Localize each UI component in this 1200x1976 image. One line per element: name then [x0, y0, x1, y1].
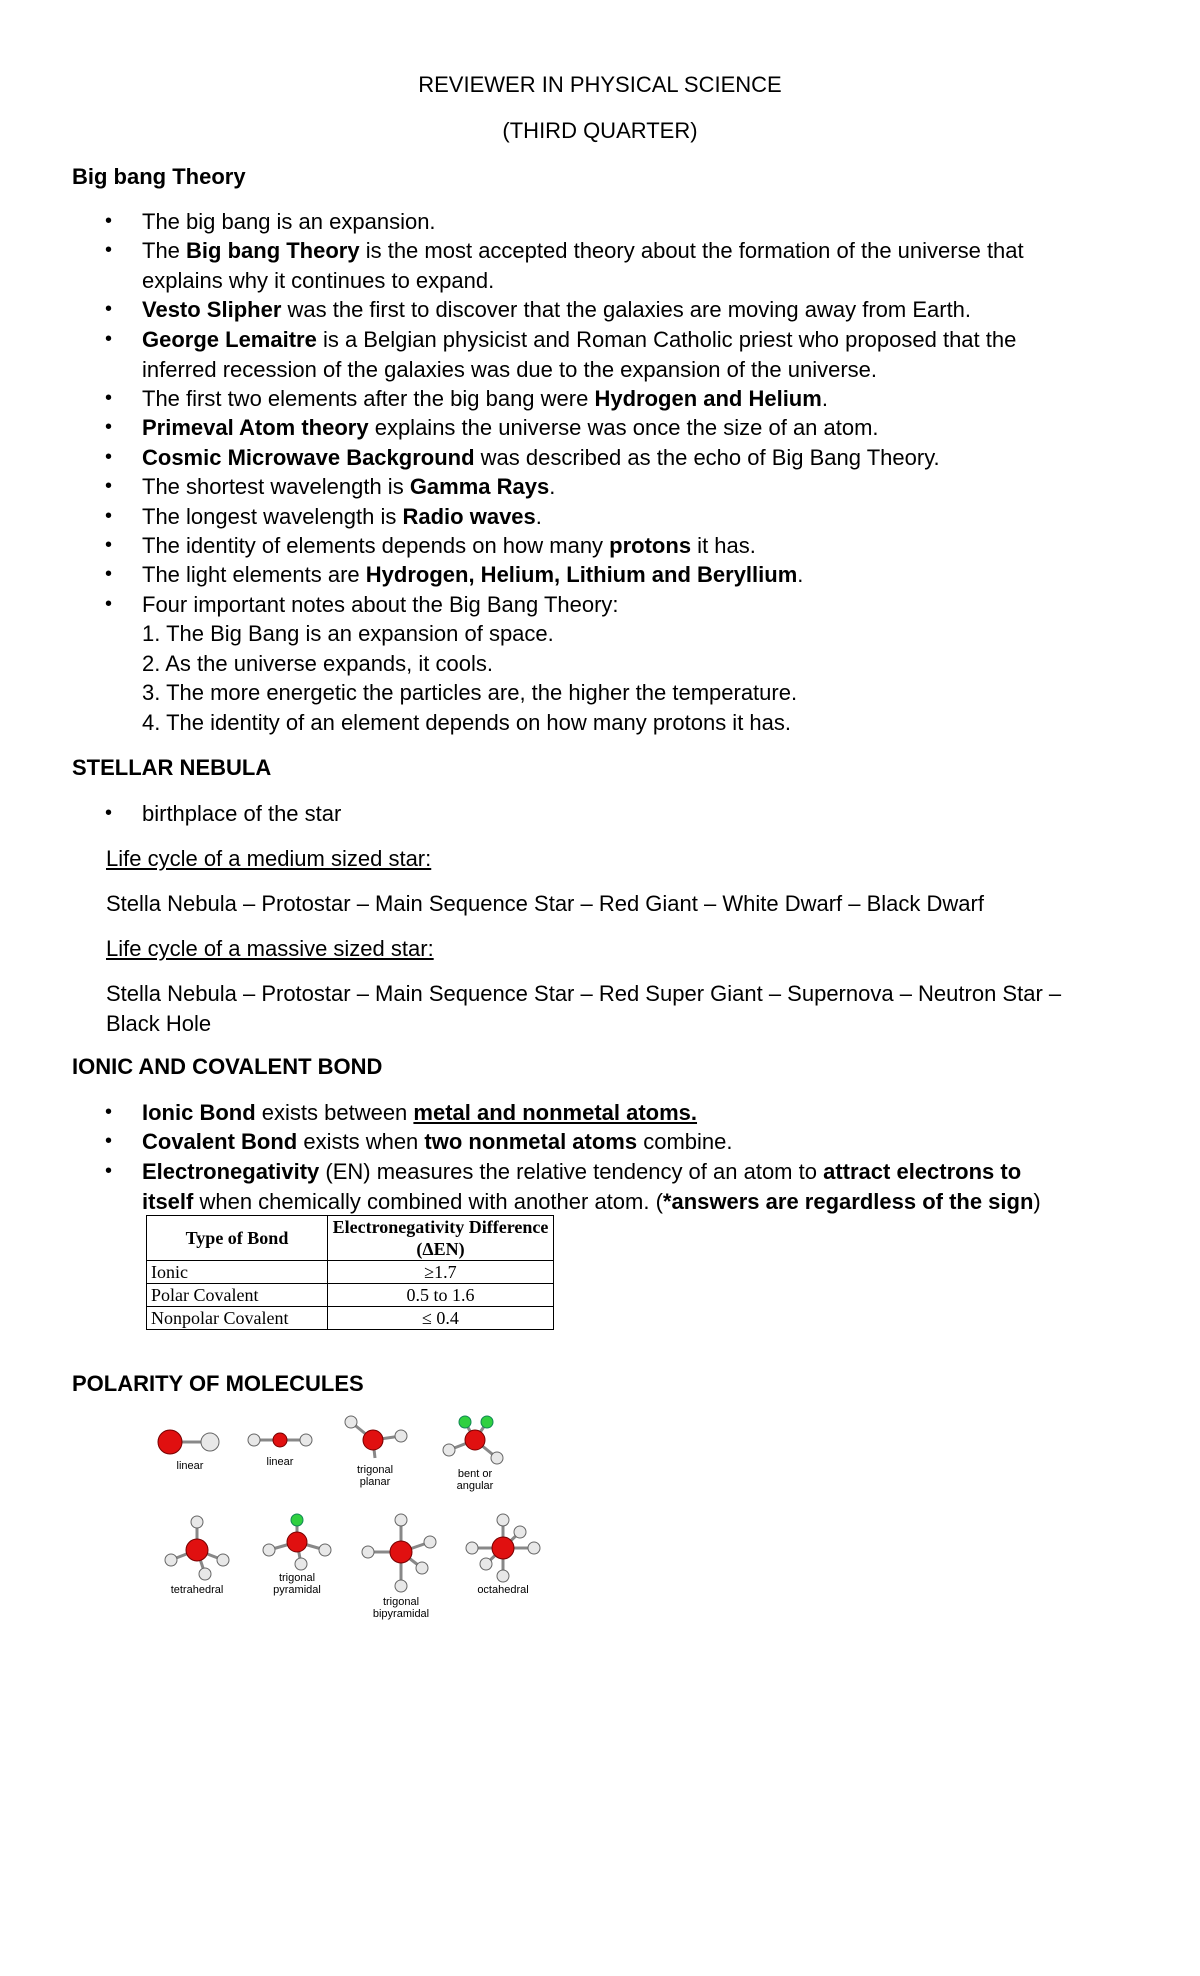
shape-label: angular — [456, 1480, 494, 1492]
molecule-diagram — [255, 1512, 339, 1572]
shape-label: bipyramidal — [372, 1608, 430, 1620]
bullet-text: was described as the echo of Big Bang Theory. — [474, 445, 940, 470]
table-row — [147, 1284, 554, 1307]
massive-star-cycle — [106, 979, 1146, 1038]
shape-label: tetrahedral — [170, 1584, 224, 1596]
table-header — [328, 1216, 554, 1261]
molecule-diagram — [335, 1410, 415, 1464]
molecule-linear-2 — [240, 1420, 320, 1468]
bullet-text: The — [142, 238, 187, 263]
molecule-trigonal-bipyramidal — [356, 1512, 446, 1620]
medium-star-label: Life cycle of a medium sized star: — [106, 846, 432, 871]
heading-polarity: POLARITY OF MOLECULES — [72, 1371, 364, 1396]
bold-term: *answers are regardless of the sign — [662, 1188, 1034, 1214]
bullet-item — [142, 207, 1122, 237]
molecule-trigonal-planar — [335, 1410, 415, 1488]
table-cell: Polar Covalent — [147, 1284, 328, 1307]
molecule-diagram — [460, 1512, 546, 1584]
bullet-text: The first two elements after the big bang were — [142, 386, 595, 411]
table-row — [147, 1307, 554, 1330]
numbered-note: 4. The identity of an element depends on how many protons it has. — [142, 710, 791, 735]
bullet-item — [142, 325, 1122, 384]
bold-term: Covalent Bond — [142, 1129, 298, 1154]
bullet-text: it has. — [691, 533, 756, 558]
bullet-item — [142, 1127, 1122, 1157]
molecule-octahedral — [460, 1512, 546, 1596]
table-header-line: Electronegativity Difference — [332, 1217, 549, 1237]
bold-term: Ionic Bond — [142, 1100, 256, 1125]
bullet-item — [142, 384, 1122, 414]
bullet-text: was the first to discover that the galaxies are moving away from Earth. — [281, 297, 972, 322]
shape-label: bent or — [457, 1468, 493, 1480]
bold-term: Radio waves — [402, 504, 536, 529]
table-header-line: (ΔEN) — [416, 1239, 465, 1259]
shape-label: octahedral — [477, 1584, 529, 1596]
table-cell: ≥1.7 — [328, 1261, 554, 1284]
bullet-text: . — [797, 562, 804, 587]
shape-label: planar — [359, 1476, 391, 1488]
bullet-text: . — [821, 386, 828, 411]
bullet-text: is the most accepted theory about the formation of the universe that — [359, 238, 1024, 263]
bold-term: Hydrogen, Helium, Lithium and Beryllium — [365, 562, 798, 587]
shape-label: linear — [266, 1456, 294, 1468]
bullet-text: (EN) measures the relative tendency of an atom to — [319, 1159, 824, 1184]
bold-term: Hydrogen and Helium — [594, 386, 822, 411]
bold-term: protons — [609, 533, 692, 558]
table-cell: Nonpolar Covalent — [147, 1307, 328, 1330]
bullet-item — [142, 1157, 1122, 1216]
molecule-diagram — [155, 1512, 239, 1584]
bold-term: attract electrons to — [823, 1159, 1022, 1184]
bullet-text: birthplace of the star — [142, 801, 342, 826]
bullet-item — [142, 443, 1122, 473]
shape-label: linear — [176, 1460, 204, 1472]
bold-term: Cosmic Microwave Background — [142, 445, 475, 470]
underlined-term: metal and nonmetal atoms. — [413, 1100, 698, 1125]
document-title: REVIEWER IN PHYSICAL SCIENCE — [418, 72, 782, 97]
molecule-linear-1 — [150, 1420, 230, 1472]
heading-stellar-nebula: STELLAR NEBULA — [72, 755, 272, 780]
bullet-text: inferred recession of the galaxies was due to the expansion of the universe. — [142, 356, 878, 382]
bullet-text: explains why it continues to expand. — [142, 267, 495, 293]
heading-ionic-covalent: IONIC AND COVALENT BOND — [72, 1054, 383, 1079]
shape-label: trigonal — [382, 1596, 420, 1608]
table-cell: ≤ 0.4 — [328, 1307, 554, 1330]
bullet-item — [142, 413, 1122, 443]
table-row — [147, 1261, 554, 1284]
bullet-item — [142, 560, 1122, 590]
bullet-item — [142, 295, 1122, 325]
bullet-text: The longest wavelength is — [142, 504, 403, 529]
numbered-note: 3. The more energetic the particles are, the higher the temperature. — [142, 680, 798, 705]
molecule-trigonal-pyramidal — [255, 1512, 339, 1596]
table-cell: Ionic — [147, 1261, 328, 1284]
bullet-text: . — [549, 474, 556, 499]
molecule-tetrahedral — [155, 1512, 239, 1596]
bullet-text: The big bang is an expansion. — [142, 209, 436, 234]
bold-term: Big bang Theory — [186, 238, 360, 263]
bullet-text: when chemically combined with another atom. ( — [193, 1188, 663, 1214]
bullet-text: explains the universe was once the size of an atom. — [368, 415, 879, 440]
heading-big-bang: Big bang Theory — [72, 164, 246, 189]
bold-term: Primeval Atom theory — [142, 415, 369, 440]
bullet-text: Four important notes about the Big Bang Theory: — [142, 592, 619, 617]
document-subtitle: (THIRD QUARTER) — [502, 118, 698, 143]
bold-term: itself — [142, 1188, 194, 1214]
bold-term: Gamma Rays — [409, 474, 550, 499]
electronegativity-table — [146, 1215, 554, 1330]
bullet-text: combine. — [637, 1129, 733, 1154]
molecule-bent — [435, 1412, 515, 1492]
table-header-row — [147, 1216, 554, 1261]
bullet-item — [142, 472, 1122, 502]
bullet-text: The light elements are — [142, 562, 366, 587]
massive-cycle-line: Black Hole — [106, 1010, 212, 1036]
bullet-text: The shortest wavelength is — [142, 474, 410, 499]
bold-term: two nonmetal atoms — [424, 1129, 638, 1154]
bold-term: Electronegativity — [142, 1159, 320, 1184]
bold-term: Vesto Slipher — [142, 297, 282, 322]
bullet-item — [142, 799, 1122, 829]
bullet-item — [142, 531, 1122, 561]
bullet-text: exists when — [297, 1129, 425, 1154]
numbered-note: 1. The Big Bang is an expansion of space. — [142, 621, 554, 646]
molecule-diagram — [150, 1420, 230, 1460]
numbered-note: 2. As the universe expands, it cools. — [142, 651, 493, 676]
shape-label: trigonal — [278, 1572, 316, 1584]
medium-star-cycle: Stella Nebula – Protostar – Main Sequence Star – Red Giant – White Dwarf – Black Dwarf — [106, 891, 984, 916]
bold-term: George Lemaitre — [142, 327, 317, 352]
bullet-item — [142, 1098, 1122, 1128]
bullet-text: exists between — [255, 1100, 414, 1125]
molecule-diagram — [435, 1412, 515, 1468]
shape-label: trigonal — [356, 1464, 394, 1476]
table-header: Type of Bond — [147, 1216, 328, 1261]
massive-star-label: Life cycle of a massive sized star: — [106, 936, 434, 961]
bullet-item — [142, 502, 1122, 532]
bullet-text: . — [535, 504, 542, 529]
massive-cycle-line: Stella Nebula – Protostar – Main Sequence Star – Red Super Giant – Supernova – Neutron Star – — [106, 981, 1062, 1006]
bullet-item — [142, 590, 1122, 620]
bullet-text: The identity of elements depends on how many — [142, 533, 610, 558]
bullet-item — [142, 236, 1122, 295]
molecule-diagram — [240, 1420, 320, 1456]
bullet-text: ) — [1033, 1188, 1041, 1214]
bullet-text: is a Belgian physicist and Roman Catholic priest who proposed that the — [316, 327, 1017, 352]
molecule-diagram — [356, 1512, 446, 1596]
shape-label: pyramidal — [273, 1584, 321, 1596]
table-cell: 0.5 to 1.6 — [328, 1284, 554, 1307]
